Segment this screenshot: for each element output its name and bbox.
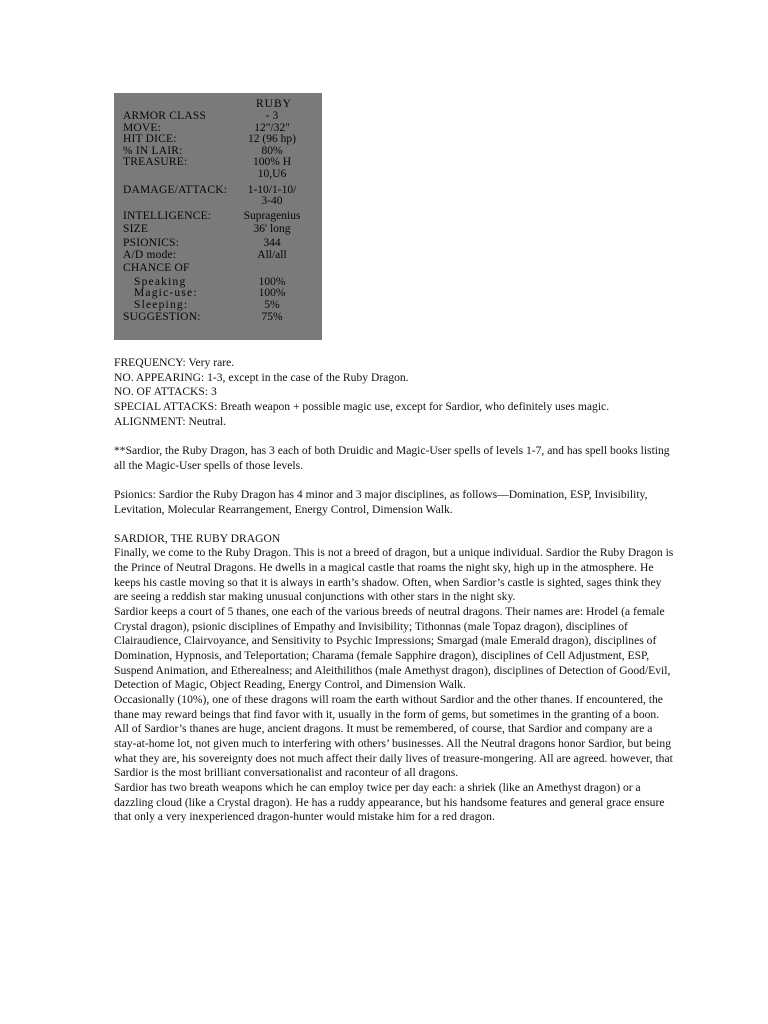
alignment-line: ALIGNMENT: Neutral. — [114, 414, 227, 428]
stat-label: CHANCE OF — [123, 262, 190, 275]
stat-row — [114, 211, 322, 223]
stat-value: 12 (96 hp) — [248, 133, 296, 146]
spacer — [114, 429, 674, 444]
stat-row — [114, 312, 322, 324]
body-text — [114, 356, 674, 825]
stat-row — [114, 157, 322, 169]
stat-value: 100% — [258, 287, 286, 300]
stat-row-continued — [114, 169, 322, 181]
stat-label: A/D mode: — [123, 248, 177, 261]
section-title: SARDIOR, THE RUBY DRAGON — [114, 531, 281, 545]
stat-row — [114, 250, 322, 262]
stat-value: 80% — [261, 144, 283, 157]
stat-value: 1-10/1-10/ — [247, 183, 297, 196]
stat-label: TREASURE: — [123, 156, 188, 169]
stat-row-continued — [114, 196, 322, 208]
stat-label: Magic-use: — [134, 287, 198, 300]
stat-value: 3-40 — [261, 195, 283, 208]
stat-label: SUGGESTION: — [123, 310, 201, 323]
stat-label: DAMAGE/ATTACK: — [123, 183, 228, 196]
stat-label: ARMOR CLASS — [123, 110, 207, 122]
stat-label: PSIONICS: — [123, 236, 180, 249]
paragraph: Occasionally (10%), one of these dragons will roam the earth without Sardior and the other thanes. If encountered, the thane may reward beings that find favor with it, usually in the form of gems, but sometimes in the granting of a boon. — [114, 693, 663, 721]
stat-label: HIT DICE: — [123, 133, 177, 146]
stat-label: SIZE — [123, 223, 149, 236]
psionics-paragraph: Psionics: Sardior the Ruby Dragon has 4 minor and 3 major disciplines, as follows—Domination, ESP, Invisibility, Levitation, Molecular Rearrangement, Energy Control, Dimension Walk. — [114, 487, 648, 516]
stat-row — [114, 263, 322, 275]
stat-label: % IN LAIR: — [123, 144, 183, 157]
stat-value: 100% — [258, 275, 286, 288]
no-attacks-line: NO. OF ATTACKS: 3 — [114, 385, 217, 399]
stat-value: 344 — [263, 236, 281, 249]
stat-value: All/all — [257, 248, 287, 261]
spacer — [114, 473, 674, 488]
stat-label: MOVE: — [123, 121, 162, 134]
stat-value: 12"/32" — [254, 121, 290, 134]
special-attacks-line: SPECIAL ATTACKS: Breath weapon + possible magic use, except for Sardior, who definitely uses magic. — [114, 399, 610, 413]
stat-label: INTELLIGENCE: — [123, 209, 212, 222]
spacer — [114, 517, 674, 532]
frequency-line: FREQUENCY: Very rare. — [114, 356, 235, 369]
paragraph: Sardior keeps a court of 5 thanes, one each of the various breeds of neutral dragons. Their names are: Hrodel (a female Crystal dragon), psionic disciplines of Empathy and Invisibility; Tithonnas (male Topaz dragon), disciplines of Clairaudience, Clairvoyance, and Sensitivity to Psychic Impressions; Smargad (male Emerald dragon), disciplines of Domination, Hypnosis, and Teleportation; Charama (female Sapphire dragon), disciplines of Cell Adjustment, ESP, Suspend Animation, and Etherealness; and Aleithilithos (male Amethyst dragon), disciplines of Detection of Good/Evil, Detection of Magic, Object Reading, Energy Control, and Dimension Walk. — [114, 605, 671, 692]
stat-value: 75% — [261, 310, 283, 323]
stat-label: Sleeping: — [134, 298, 189, 311]
paragraph: All of Sardior’s thanes are huge, ancient dragons. It must be remembered, of course, that Sardior and company are a stay-at-home lot, not given much to interfering with others’ businesses. All the Neutral dragons honor Sardior, but being what they are, his sovereignty does not much affect their daily lives of treasure-mongering. All are agreed. however, that Sardior is the most brilliant conversationalist and raconteur of all dragons. — [114, 722, 673, 780]
stat-value: 10,U6 — [257, 167, 287, 180]
stat-column-title: RUBY — [256, 98, 292, 110]
stat-value: 100% H — [252, 156, 291, 169]
stat-block-image — [114, 93, 322, 340]
paragraph: Finally, we come to the Ruby Dragon. This is not a breed of dragon, but a unique individual. Sardior the Ruby Dragon is the Prince of Neutral Dragons. He dwells in a magical castle that roams the night sky, high up in the atmosphere. He keeps his castle moving so that it is always in earth’s shadow. Often, when Sardior’s castle is sighted, sages think they are seeing a reddish star making unusual conjunctions with other stars in the night sky. — [114, 546, 674, 604]
no-appearing-line: NO. APPEARING: 1-3, except in the case of the Ruby Dragon. — [114, 370, 409, 384]
spell-note: **Sardior, the Ruby Dragon, has 3 each of both Druidic and Magic-User spells of levels 1-7, and has spell books listing all the Magic-User spells of those levels. — [114, 443, 670, 472]
stat-value: - 3 — [265, 110, 279, 122]
stat-label: Speaking — [134, 275, 187, 288]
stat-row — [114, 185, 322, 197]
stat-row — [114, 238, 322, 250]
paragraph: Sardior has two breath weapons which he can employ twice per day each: a shriek (like an Amethyst dragon) or a dazzling cloud (like a Crystal dragon). He has a ruddy appearance, but his handsome features and general grace ensure that only a very inexperienced dragon-hunter would mistake him for a red dragon. — [114, 780, 665, 824]
stat-row — [114, 111, 322, 123]
stat-value: 36' long — [253, 223, 291, 236]
stat-row — [114, 300, 322, 312]
stat-row — [114, 224, 322, 236]
stat-value: 5% — [264, 298, 280, 311]
stat-value: Supragenius — [243, 209, 301, 222]
